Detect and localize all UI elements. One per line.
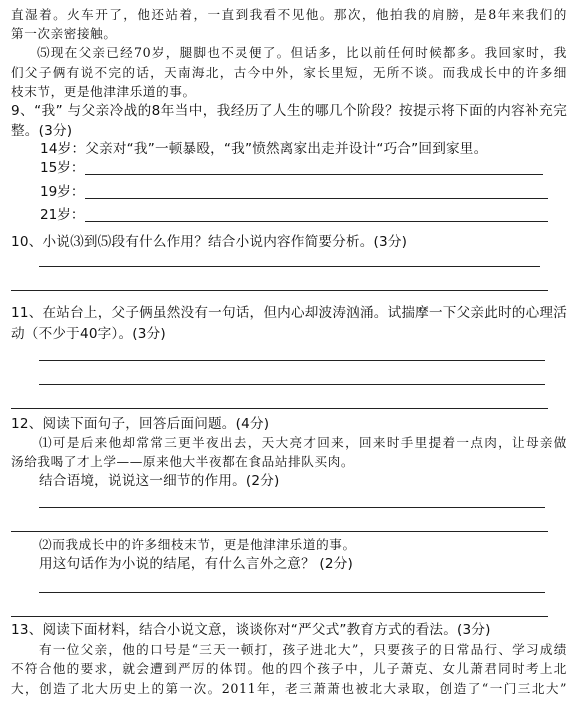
age-15-label: 15岁： [40,160,85,176]
age-21-label: 21岁： [40,207,85,223]
passage-line-4: 们父子俩有说不完的话，天南海北，古今中外，家长里短，无所不谈。而我成长中的许多细 [11,65,567,80]
question-12-text: 12、阅读下面句子，回答后面问题。(4分) [11,416,270,432]
question-10-text: 10、小说⑶到⑸段有什么作用？结合小说内容作简要分析。(3分) [11,234,408,250]
age-19-answer-line[interactable] [85,198,548,199]
question-11-text-cont: 动（不少于40字）。(3分) [11,326,166,342]
question-12-1-answer-line-1[interactable] [39,507,545,508]
age-15-row [0,158,581,178]
question-12-sentence-1-line-2: 汤给我喝了才上学——原来他大半夜都在食品站排队买肉。 [11,454,355,469]
age-21-row [0,205,581,225]
passage-line-1: 直湿着。火车开了，他还站着，一直到我看不见他。那次，他拍我的肩膀，是8年来我们的 [11,7,567,22]
question-10-answer-line-1[interactable] [39,266,540,267]
age-15-answer-line[interactable] [85,174,543,175]
question-12-sentence-1-line-1: ⑴可是后来他却常常三更半夜出去，天大亮才回来，回来时手里提着一点肉，让母亲做 [39,435,567,450]
passage-line-5: 枝末节，更是他津津乐道的事。 [11,84,196,99]
passage-line-2: 第一次亲密接触。 [11,26,117,41]
question-13-material-line-2: 不符合他的要求，就会遭到严厉的体罚。他的四个孩子中，儿子萧克、女儿萧君同时考上北 [11,661,567,676]
age-19-label: 19岁： [40,184,85,200]
question-12-sentence-2: ⑵而我成长中的许多细枝末节，更是他津津乐道的事。 [39,537,356,552]
age-14-label: 14岁： [40,141,86,157]
question-12-1-answer-line-2[interactable] [11,531,548,532]
passage-line-3: ⑸现在父亲已经70岁，腿脚也不灵便了。但话多，比以前任何时候都多。我回家时，我 [37,45,567,60]
question-11-text: 11、在站台上，父子俩虽然没有一句话，但内心却波涛汹涌。试揣摩一下父亲此时的心理活 [11,305,567,321]
question-10-answer-line-2[interactable] [11,290,548,291]
question-13-text: 13、阅读下面材料，结合小说文意，谈谈你对“严父式”教育方式的看法。(3分) [11,622,491,638]
question-11-answer-line-1[interactable] [39,360,545,361]
question-11-answer-line-2[interactable] [39,384,545,385]
question-12-sub-2: 用这句话作为小说的结尾，有什么言外之意？ (2分) [39,556,354,572]
question-12-sub-1: 结合语境，说说这一细节的作用。(2分) [39,473,280,489]
age-19-row [0,182,581,202]
age-21-answer-line[interactable] [85,221,548,222]
question-9-text-cont: 整。(3分) [11,123,73,139]
question-11-answer-line-3[interactable] [11,408,548,409]
question-13-material-line-1: 有一位父亲，他的口号是“三天一顿打，孩子进北大”，只要孩子的日常品行、学习成绩 [39,642,567,657]
age-14-row [40,139,581,159]
question-12-2-answer-line-1[interactable] [39,592,545,593]
question-9-text: 9、“我” 与父亲冷战的8年当中，我经历了人生的哪几个阶段？按提示将下面的内容补充完 [11,103,567,119]
question-12-2-answer-line-2[interactable] [11,616,548,617]
age-14-answer: 父亲对“我”一顿暴殴，“我”愤然离家出走并设计“巧合”回到家里。 [85,141,488,157]
question-13-material-line-3: 大，创造了北大历史上的第一次。2011年，老三萧萧也被北大录取，创造了“一门三北大” [11,681,567,696]
